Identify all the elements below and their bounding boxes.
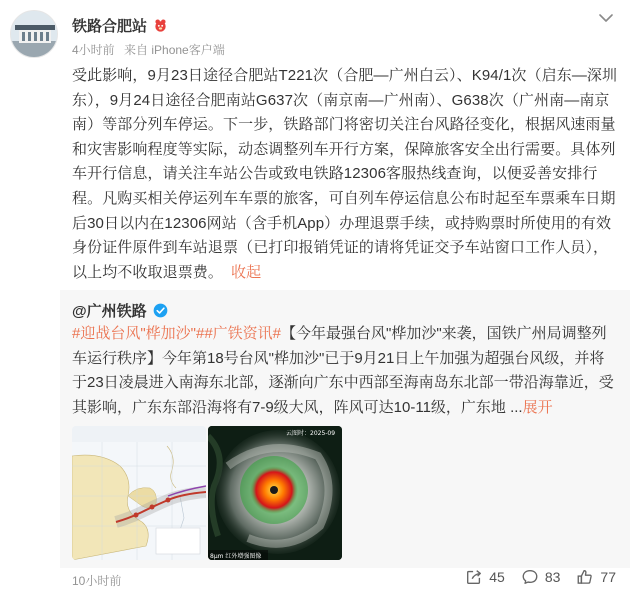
typhoon-track-map-image[interactable] (72, 426, 206, 560)
expand-link[interactable]: 展开 (522, 398, 553, 416)
typhoon-track-map-graphic (72, 426, 206, 560)
typhoon-satellite-graphic (208, 426, 342, 560)
repost-icon (465, 568, 483, 586)
post-text: 受此影响，9月23日途径合肥站T221次（合肥—广州白云）、K94/1次（启东—深圳东），9月24日途径合肥南站G637次（南京南—广州南）、G638次（广州南—南京南）等部分列车停运。下一步，铁路部门将密切关注台风路径变化，根据风速雨量和灾害影响程度等实际，动态调整列车开行方案，保障旅客安全出行需要。具体列车开行信息，请关注车站公告或致电铁路12306客服热线查询，以便妥善安排行程。凡购买相关停运列车车票的旅客，可自列车停运信息公布时起至车票乘车日期后30日以内在12306网站（含手机App）办理退票手续，或持购票时所使用的有效身份证件原件到车站退票（已打印报销凭证的请将凭证交予车站窗口工作人员），以上均不收取退票费。 (72, 67, 618, 281)
repost-text: 【今年最强台风"桦加沙"来袭，国铁广州局调整列车运行秩序】今年第18号台风"桦加沙"已于9月21日上午加强为超强台风级，并将于23日凌晨进入南海东北部，逐渐向广东中西部至海南岛东北部一带沿海靠近，受其影响，广东东部沿海将有7-9级大风，阵风可达10-11级，广东地 ... (72, 325, 614, 416)
like-count: 77 (600, 569, 616, 585)
chevron-down-icon (599, 14, 613, 23)
repost-author-row (72, 300, 168, 321)
more-button[interactable] (596, 8, 616, 28)
post-source: 来自 iPhone客户端 (124, 43, 225, 57)
post-time[interactable]: 4小时前 (72, 43, 115, 57)
comment-count: 83 (544, 569, 561, 585)
repost-content (72, 322, 618, 420)
post-meta (72, 41, 225, 58)
post-content (72, 64, 620, 285)
satellite-caption: 8μm 红外增强图像 (210, 553, 262, 560)
repost-card (60, 290, 630, 568)
action-bar (465, 568, 616, 586)
author-name[interactable]: 铁路合肥站 (72, 18, 148, 35)
author-row (72, 15, 168, 36)
topic-link-typhoon[interactable]: #迎战台风"桦加沙"# (72, 325, 205, 342)
repost-button[interactable] (465, 568, 505, 586)
verified-blue-icon (153, 303, 168, 318)
topic-link-news[interactable]: #广铁资讯# (204, 325, 282, 342)
repost-count: 45 (489, 569, 505, 585)
repost-time[interactable]: 10小时前 (72, 574, 122, 588)
collapse-link[interactable]: 收起 (231, 263, 262, 281)
comment-icon (521, 568, 539, 586)
repost-author-name[interactable]: @广州铁路 (72, 303, 147, 320)
like-button[interactable] (576, 568, 616, 586)
red-bear-badge-icon (153, 18, 168, 33)
comment-button[interactable] (521, 568, 561, 586)
station-building-icon (11, 11, 58, 58)
typhoon-satellite-image[interactable] (208, 426, 342, 560)
author-avatar[interactable] (10, 10, 58, 58)
satellite-date: 云图时：2025-09 (286, 430, 336, 437)
like-icon (576, 568, 594, 586)
